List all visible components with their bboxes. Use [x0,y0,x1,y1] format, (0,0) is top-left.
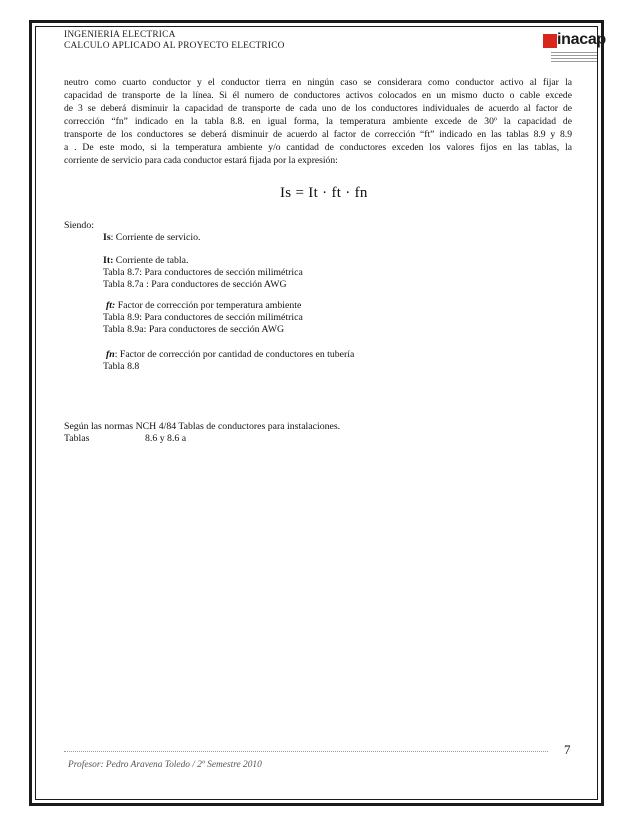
logo-mark-icon [543,34,557,48]
def-it [103,255,188,266]
siendo-label: Siendo: [64,220,94,231]
term-is: Is [103,232,111,243]
logo-subline [551,61,597,62]
def-is [103,232,200,243]
tablas-label: Tablas [64,433,90,444]
desc-fn: : Factor de corrección por cantidad de conductores en tubería [114,349,355,360]
it-table-2: Tabla 8.7a : Para conductores de sección AWG [103,279,287,290]
paragraph-line: neutro como cuarto conductor y el conductor tierra en ningún caso se considerara como conductor activo al fijar la [64,77,572,88]
desc-it: Corriente de tabla. [113,255,189,266]
ft-table-2: Tabla 8.9a: Para conductores de sección AWG [103,324,285,335]
body-paragraph [64,76,572,167]
norms-line: Según las normas NCH 4/84 Tablas de conductores para instalaciones. [64,421,341,432]
paragraph-line: capacidad de transporte de la línea. Si él numero de conductores activos colocados en un mismo ducto o cable excede [64,90,572,101]
page-number: 7 [564,742,571,757]
paragraph-line: corriente de servicio para cada conductor estará fijada por la expresión: [64,155,338,166]
def-ft [106,300,301,311]
desc-is: : Corriente de servicio. [110,232,201,243]
footer-divider [64,751,548,752]
desc-ft: Factor de corrección por temperatura ambiente [115,300,302,311]
logo-subline [551,52,597,53]
ft-table-1: Tabla 8.9: Para conductores de sección milimétrica [103,312,303,323]
term-ft: ft: [106,300,116,311]
header-line-2: CALCULO APLICADO AL PROYECTO ELECTRICO [64,41,285,51]
logo-subline [551,58,597,59]
header-line-1: INGENIERIA ELECTRICA [64,30,176,40]
tablas-value: 8.6 y 8.6 a [145,433,187,444]
logo-text: inacap [557,31,606,48]
footer-author: Profesor: Pedro Aravena Toledo / 2º Semestre 2010 [68,760,262,770]
paragraph-line: de 3 se deberá disminuir la capacidad de transporte de cada uno de los conductores individuales de acuerdo al factor de [64,103,572,114]
inacap-logo [543,31,606,66]
paragraph-line: transporte de los conductores se deberá disminuir de acuerdo al factor de corrección “ft” indicado en las tablas 8.9 y 8.9 [64,129,572,140]
def-fn [106,349,354,360]
logo-subline [551,55,597,56]
service-current-formula: Is = It · ft · fn [280,185,368,201]
term-it: It: [103,255,114,266]
term-fn: fn [106,349,115,360]
fn-table-1: Tabla 8.8 [103,361,140,372]
it-table-1: Tabla 8.7: Para conductores de sección milimétrica [103,267,303,278]
paragraph-line: corrección “fn” indicado en la tabla 8.8. en igual forma, la temperatura ambiente excede de 30º la capacidad de [64,116,572,127]
paragraph-line: a . De este modo, si la temperatura ambiente y/o cantidad de conductores exceden los valores fijos en las tablas, la [64,142,572,153]
